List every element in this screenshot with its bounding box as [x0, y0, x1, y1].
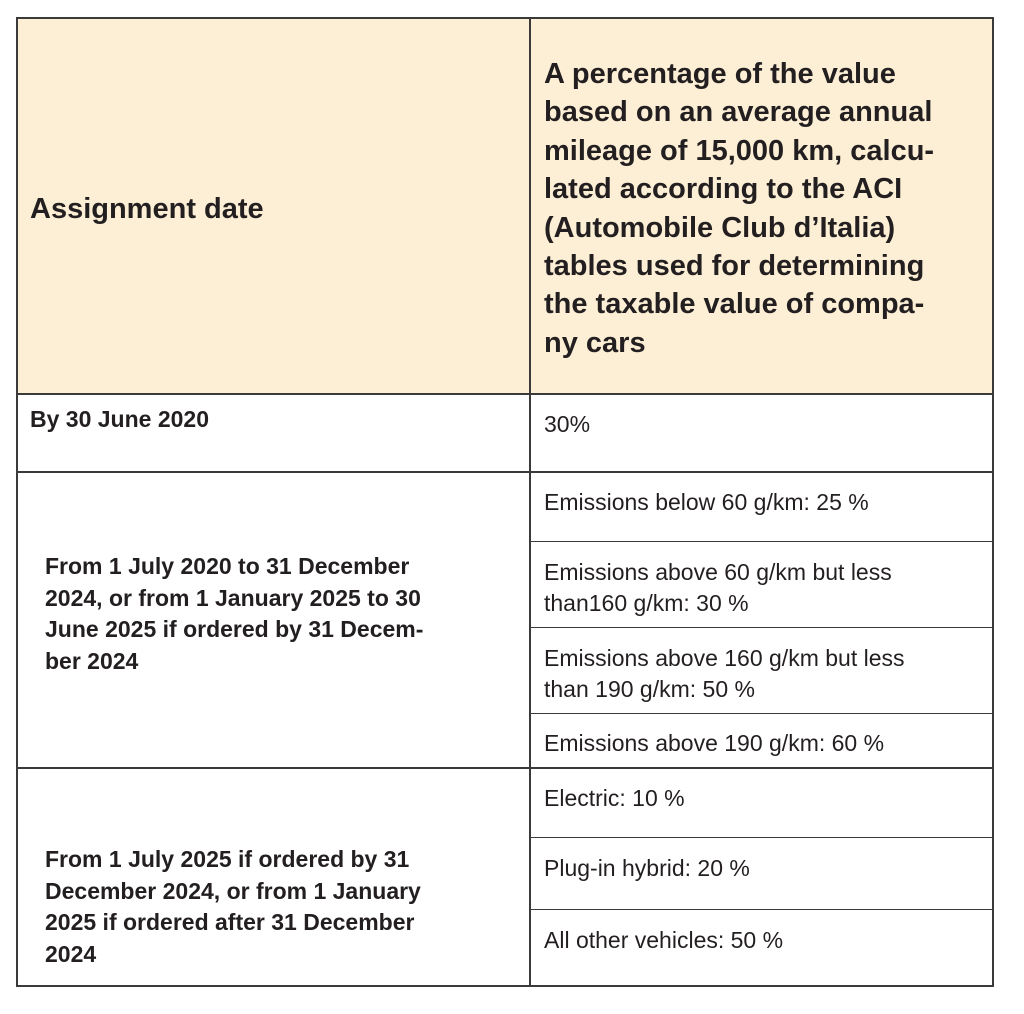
- row3-value-cell: [544, 853, 989, 884]
- row1-value: 30%: [544, 411, 591, 437]
- header-col2-line: lated according to the ACI: [544, 173, 903, 206]
- row3-label-line: 2024: [45, 940, 97, 967]
- subrow-divider: [529, 909, 994, 910]
- row2-label-line: June 2025 if ordered by 31 Decem-: [45, 616, 424, 642]
- subrow-divider: [529, 541, 994, 542]
- header-col2-line: ny cars: [544, 326, 646, 359]
- header-col1-label: Assignment date: [30, 193, 264, 225]
- header-col2-line: based on an average annual: [544, 96, 933, 129]
- table-border-top: [16, 17, 994, 19]
- row-divider-header: [16, 393, 994, 395]
- header-col2-line: mileage of 15,000 km, calcu-: [544, 134, 935, 167]
- row-divider-2: [16, 767, 994, 769]
- row2-value-line: Emissions above 60 g/km but less: [544, 559, 892, 585]
- row2-value-cell: [544, 643, 989, 705]
- header-assignment-date: [30, 190, 510, 228]
- header-percentage-description: [544, 55, 989, 362]
- row3-label-line: December 2024, or from 1 January: [45, 877, 421, 904]
- header-col2-line: tables used for determining: [544, 250, 925, 283]
- row3-label-line: 2025 if ordered after 31 December: [45, 909, 415, 935]
- row3-value-line: Electric: 10 %: [544, 785, 685, 811]
- row1-value-cell: [544, 409, 989, 440]
- row2-label-line: 2024, or from 1 January 2025 to 30: [45, 584, 421, 611]
- row2-value-line: Emissions above 190 g/km: 60 %: [544, 730, 885, 756]
- row3-value-line: All other vehicles: 50 %: [544, 927, 784, 953]
- row-divider-1: [16, 471, 994, 473]
- row2-value-cell: [544, 487, 989, 518]
- row2-value-line: than 190 g/km: 50 %: [544, 676, 755, 702]
- row2-label-cell: [45, 551, 515, 677]
- row2-value-line: than160 g/km: 30 %: [544, 590, 749, 616]
- header-col2-line: the taxable value of compa-: [544, 288, 925, 321]
- header-col2-line: (Automobile Club d’Italia): [544, 211, 896, 244]
- table-border-left: [16, 17, 18, 987]
- row3-value-cell: [544, 925, 989, 956]
- row2-value-cell: [544, 557, 989, 619]
- row1-label: By 30 June 2020: [30, 406, 210, 432]
- row2-label-line: ber 2024: [45, 647, 139, 674]
- row3-label-cell: [45, 844, 515, 970]
- row2-label-line: From 1 July 2020 to 31 December: [45, 553, 410, 579]
- row3-value-cell: [544, 783, 989, 814]
- subrow-divider: [529, 713, 994, 714]
- row2-value-cell: [544, 728, 989, 759]
- subrow-divider: [529, 627, 994, 628]
- table-border-bottom: [16, 985, 994, 987]
- row1-label-cell: [30, 404, 510, 436]
- column-divider: [529, 17, 531, 987]
- row2-value-line: Emissions above 160 g/km but less: [544, 645, 905, 671]
- row3-label-line: From 1 July 2025 if ordered by 31: [45, 846, 410, 872]
- row2-value-line: Emissions below 60 g/km: 25 %: [544, 489, 869, 515]
- subrow-divider: [529, 837, 994, 838]
- row3-value-line: Plug-in hybrid: 20 %: [544, 855, 750, 881]
- table-border-right: [992, 17, 994, 987]
- header-col2-line: A percentage of the value: [544, 58, 896, 90]
